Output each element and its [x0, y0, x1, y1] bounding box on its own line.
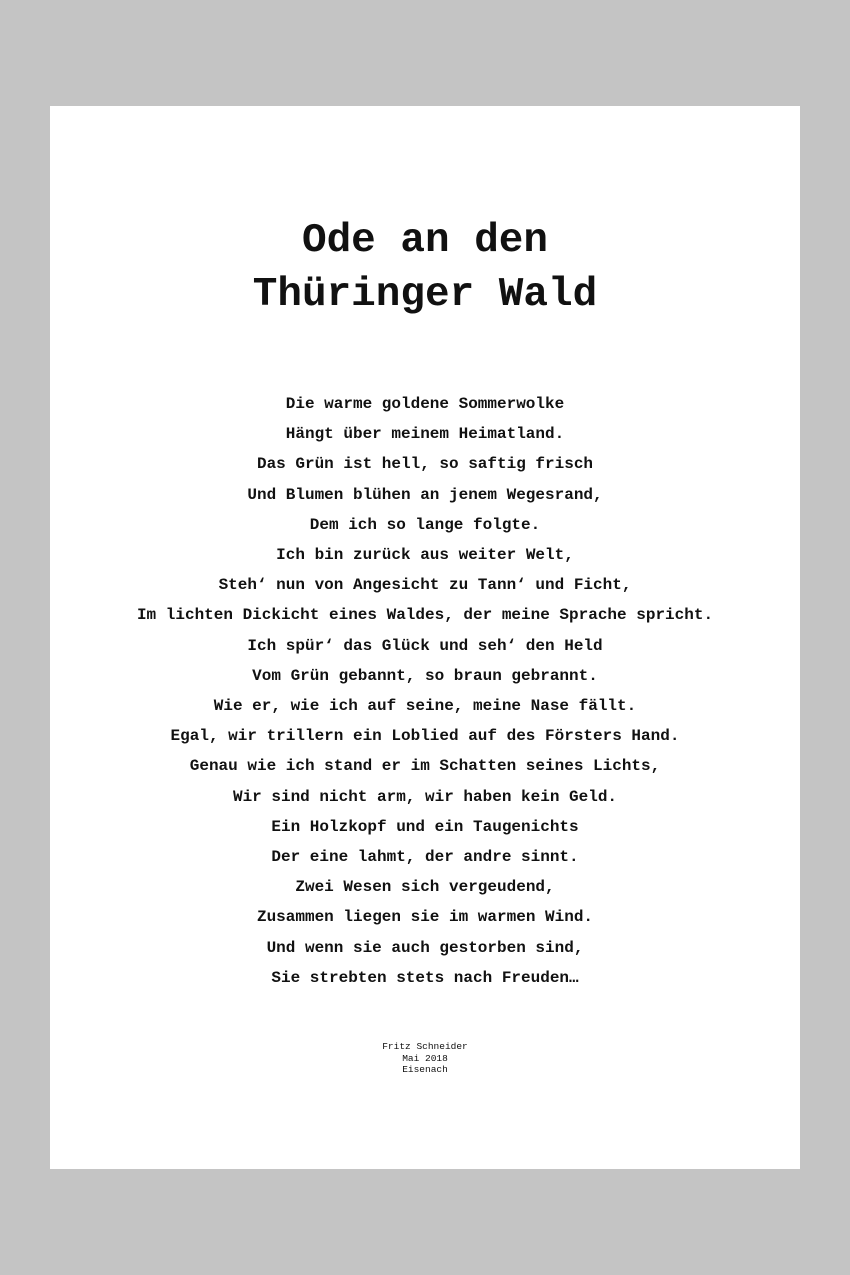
title-line-2: Thüringer Wald [252, 272, 598, 318]
poem-title [0, 214, 850, 322]
poem-line: Die warme goldene Sommerwolke [285, 395, 565, 413]
title-line-1: Ode an den [301, 218, 549, 264]
poem-line: Zusammen liegen sie im warmen Wind. [256, 908, 594, 927]
poem-line: Ein Holzkopf und ein Taugenichts [271, 817, 579, 836]
author-name: Fritz Schneider [382, 1041, 468, 1052]
signature-place: Eisenach [402, 1064, 448, 1075]
poem-line: Der eine lahmt, der andre sinnt. [271, 848, 579, 867]
signature-block [0, 1041, 850, 1076]
poem-line: Wie er, wie ich auf seine, meine Nase fällt. [213, 697, 637, 716]
poem-line: Vom Grün gebannt, so braun gebrannt. [252, 666, 598, 685]
poem-line: Ich spür‘ das Glück und seh‘ den Held [247, 636, 603, 655]
poem-line: Wir sind nicht arm, wir haben kein Geld. [232, 787, 618, 806]
poem-line: Zwei Wesen sich vergeudend, [295, 878, 555, 897]
poem-line: Das Grün ist hell, so saftig frisch [256, 455, 594, 474]
poem-line: Steh‘ nun von Angesicht zu Tann‘ und Ficht, [218, 576, 632, 595]
poem-line: Im lichten Dickicht eines Waldes, der meine Sprache spricht. [136, 606, 714, 625]
signature-date: Mai 2018 [402, 1052, 448, 1064]
poem-body [0, 389, 850, 993]
poem-line: Dem ich so lange folgte. [309, 515, 541, 534]
poem-line: Und wenn sie auch gestorben sind, [266, 938, 584, 957]
poem-line: Egal, wir trillern ein Loblied auf des Försters Hand. [170, 727, 680, 746]
poem-line: Sie strebten stets nach Freuden… [271, 968, 579, 987]
poem-line: Genau wie ich stand er im Schatten seines Lichts, [189, 757, 661, 776]
poem-line: Und Blumen blühen an jenem Wegesrand, [247, 485, 603, 504]
poem-line: Hängt über meinem Heimatland. [285, 425, 565, 444]
poem-line: Ich bin zurück aus weiter Welt, [276, 546, 574, 565]
